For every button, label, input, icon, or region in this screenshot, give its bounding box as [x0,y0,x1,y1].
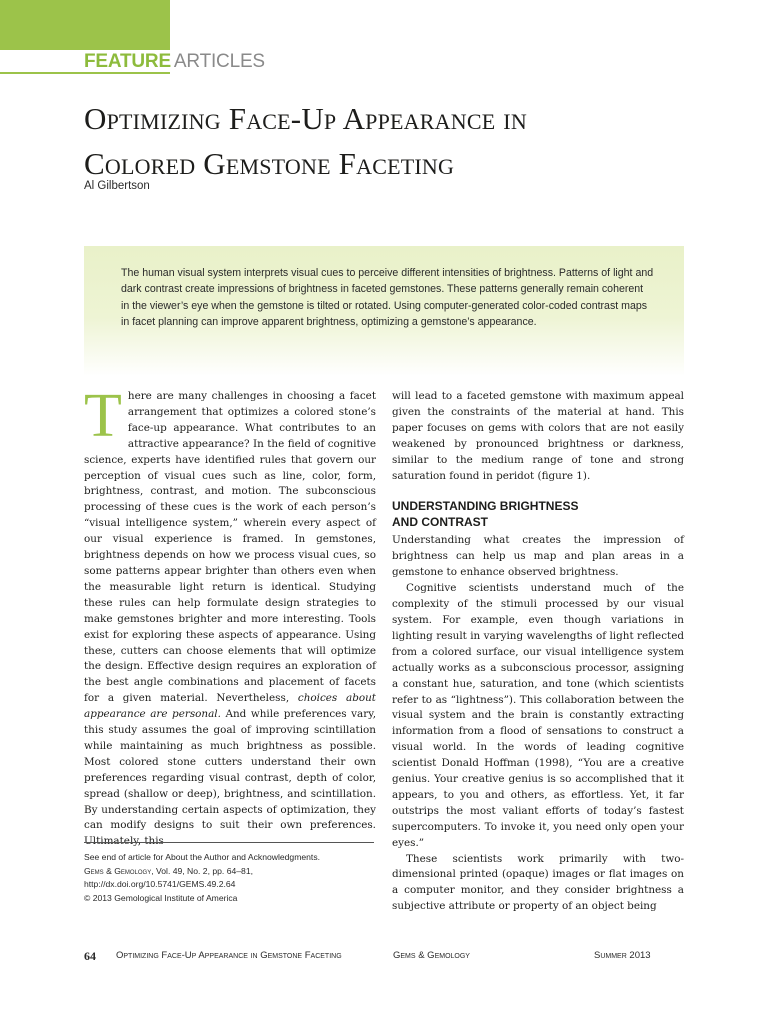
footnote-citation-rest: , Vol. 49, No. 2, pp. 64–81, [151,865,253,876]
abstract-box [84,246,684,376]
section-heading-line-2: AND CONTRAST [392,515,488,530]
page-number: 64 [84,949,96,963]
body-column-right [392,389,684,915]
header-accent-rule [0,72,170,74]
body-column-left [84,382,376,850]
intro-paragraph [84,382,376,850]
paragraph-scientists: These scientists work primarily with two-dimensional printed (opaque) images or flat images on a computer monitor, and they consider brightness a subjective attribute or property of an object being [392,852,684,913]
section-heading-line-1: UNDERSTANDING BRIGHTNESS [392,499,579,514]
drop-cap: T [84,382,122,450]
series-articles: ARTICLES [173,51,265,72]
intro-emphasis: choices about appearance are personal. [84,692,376,721]
series-label [84,50,265,74]
footnote-author-note: See end of article for About the Author and Acknowledgments. [84,852,321,862]
section-heading [392,498,684,530]
footer-journal: Gems & Gemology [393,950,470,961]
footnote-journal: Gems & Gemology [84,865,152,876]
title-line-2: Colored Gemstone Faceting [84,146,455,181]
intro-continued: will lead to a faceted gemstone with maximum appeal given the constraints of the material at hand. This paper focuses on gems with colors that are not easily weakened by pronounced brightness or darkness, similar to the medium range of tone and strong saturation found in peridot (figure 1). [392,390,684,482]
intro-text-b: And while preferences vary, this study assumes the goal of improving scintillation while maintaining as much brightness as possible. Most colored stone cutters understand their own preferences regarding visual contrast, depth of color, spread (shallow or deep), brightness, and scintillation. By understanding certain aspects of optimization, they can modify designs to suit their own preferences. [84,708,376,832]
footnote-citation [84,865,384,879]
author-name: Al Gilbertson [84,180,150,192]
footnotes [84,851,384,905]
paragraph-brightness: Understanding what creates the impression of brightness can help us map and plan areas in a gemstone to enhance observed brightness. [392,534,684,579]
abstract-text: The human visual system interprets visual cues to perceive different intensities of brightness. Patterns of light and dark contrast create impressions of brightness in faceted gemstones. These patterns generally remain coherent in the viewer’s eye when the gemstone is tilted or rotated. Using computer-generated color-coded contrast maps in facet planning can improve apparent brightness, optimizing a gemstone’s appearance. [121,267,654,328]
title-line-1: Optimizing Face-Up Appearance in [84,101,527,136]
page-footer [0,950,768,964]
paragraph-cognitive: Cognitive scientists understand much of the complexity of the stimuli processed by our visual system. For example, even though variations in lighting result in varying wavelengths of light reflected from a colored surface, our visual intelligence system actually works as a subconscious processor, assigning a constant hue, saturation, and tone (which scientists refer to as “lightness”). This collaboration between the visual system and the brain is constantly extracting information from a flood of sensations to construct a visual world. In the words of leading cognitive scientist Donald Hoffman (1998), “You are a creative genius. Your creative genius is so accomplished that it appears, to you and others, as effortless. Yet, it far outstrips the most valiant efforts of today’s fastest supercomputers. To invoke it, you need only open your eyes.” [392,582,684,849]
series-feature: FEATURE [84,51,171,72]
footer-season: Summer 2013 [594,950,651,961]
footnote-rule [84,842,374,843]
header-accent-bar [0,0,170,50]
footnote-doi: http://dx.doi.org/10.5741/GEMS.49.2.64 [84,879,236,889]
footnote-copyright: © 2013 Gemological Institute of America [84,892,238,903]
running-title: Optimizing Face-Up Appearance in Gemstone Faceting [116,950,342,961]
intro-text-a: here are many challenges in choosing a facet arrangement that optimizes a colored stone’s face-up appearance. What contributes to an attractive appearance? In the field of cognitive science, experts have identified rules that govern our perception of visual cues such as line, color, form, brightness, contrast, and motion. The subconscious processing of these cues is the work of each person’s “visual intelligence system,” wherein every aspect of our visual experience is framed. In gemstones, brightness depends on how we process visual cues, so some patterns appear brighter than others even when the measurable light return is identical. Studying these rules can help formulate design strategies to make gemstones brighter and more interesting. Tools exist for exploring these aspects of appearance. Using these, cutters can choose elements that will optimize the design. Effective design requires an exploration of the best angle combinations and placement of facets for a given material. Nevertheless, [84,390,376,705]
article-title [84,96,704,186]
